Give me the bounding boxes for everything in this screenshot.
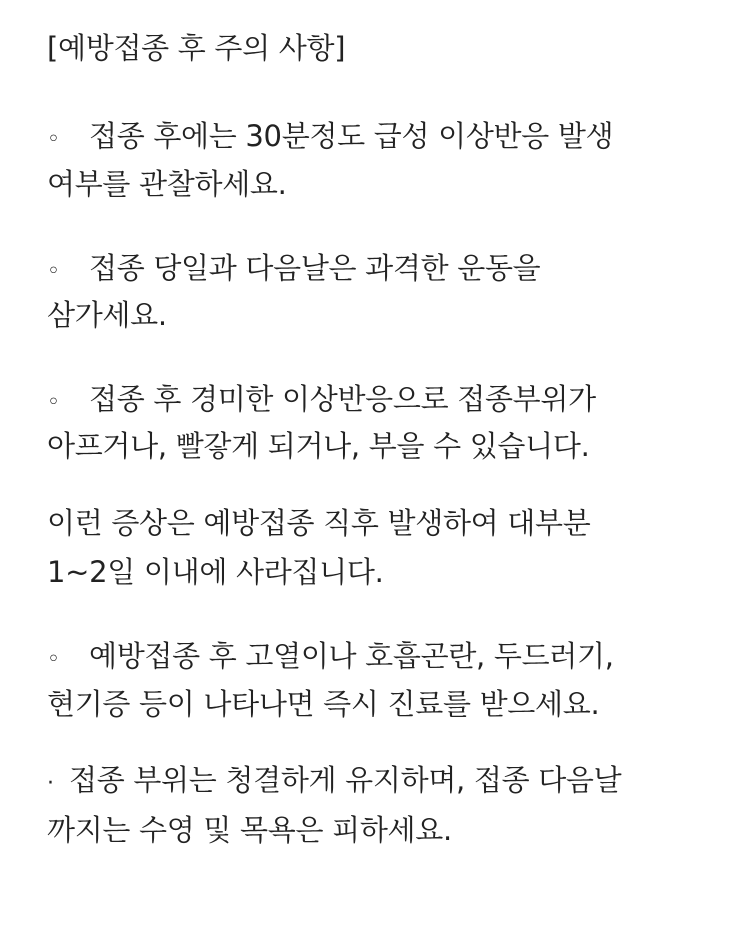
- paragraph-5-text-1: 예방접종 후 고열이나 호흡곤란, 두드러기,: [89, 639, 614, 673]
- bullet-icon: ◦: [47, 259, 60, 284]
- paragraph-3-text-1: 접종 후 경미한 이상반응으로 접종부위가: [89, 382, 596, 416]
- paragraph-2-line-1: [47, 248, 540, 292]
- paragraph-4-line-1: 이런 증상은 예방접종 직후 발생하여 대부분: [47, 506, 591, 540]
- bullet-icon: ◦: [47, 647, 60, 672]
- bullet-icon: ·: [47, 771, 54, 796]
- document-title: [예방접종 후 주의 사항]: [47, 31, 346, 65]
- paragraph-6-text-1: 접종 부위는 청결하게 유지하며, 접종 다음날: [69, 763, 622, 797]
- paragraph-2-line-2: 삼가세요.: [47, 298, 167, 332]
- bullet-icon: ◦: [47, 390, 60, 415]
- paragraph-3-line-1: [47, 379, 596, 423]
- paragraph-1-line-2: 여부를 관찰하세요.: [47, 167, 287, 201]
- paragraph-1-line-1: [47, 116, 613, 160]
- paragraph-1-text-1: 접종 후에는 30분정도 급성 이상반응 발생: [89, 119, 614, 153]
- paragraph-5-line-2: 현기증 등이 나타나면 즉시 진료를 받으세요.: [47, 687, 600, 721]
- paragraph-3-line-2: 아프거나, 빨갛게 되거나, 부을 수 있습니다.: [47, 429, 590, 463]
- paragraph-6-line-1: [47, 760, 621, 804]
- paragraph-6-line-2: 까지는 수영 및 목욕은 피하세요.: [47, 813, 452, 847]
- paragraph-2-text-1: 접종 당일과 다음날은 과격한 운동을: [89, 251, 541, 285]
- paragraph-5-line-1: [47, 636, 614, 680]
- paragraph-4-line-2: 1~2일 이내에 사라집니다.: [47, 555, 384, 589]
- bullet-icon: ◦: [47, 127, 60, 152]
